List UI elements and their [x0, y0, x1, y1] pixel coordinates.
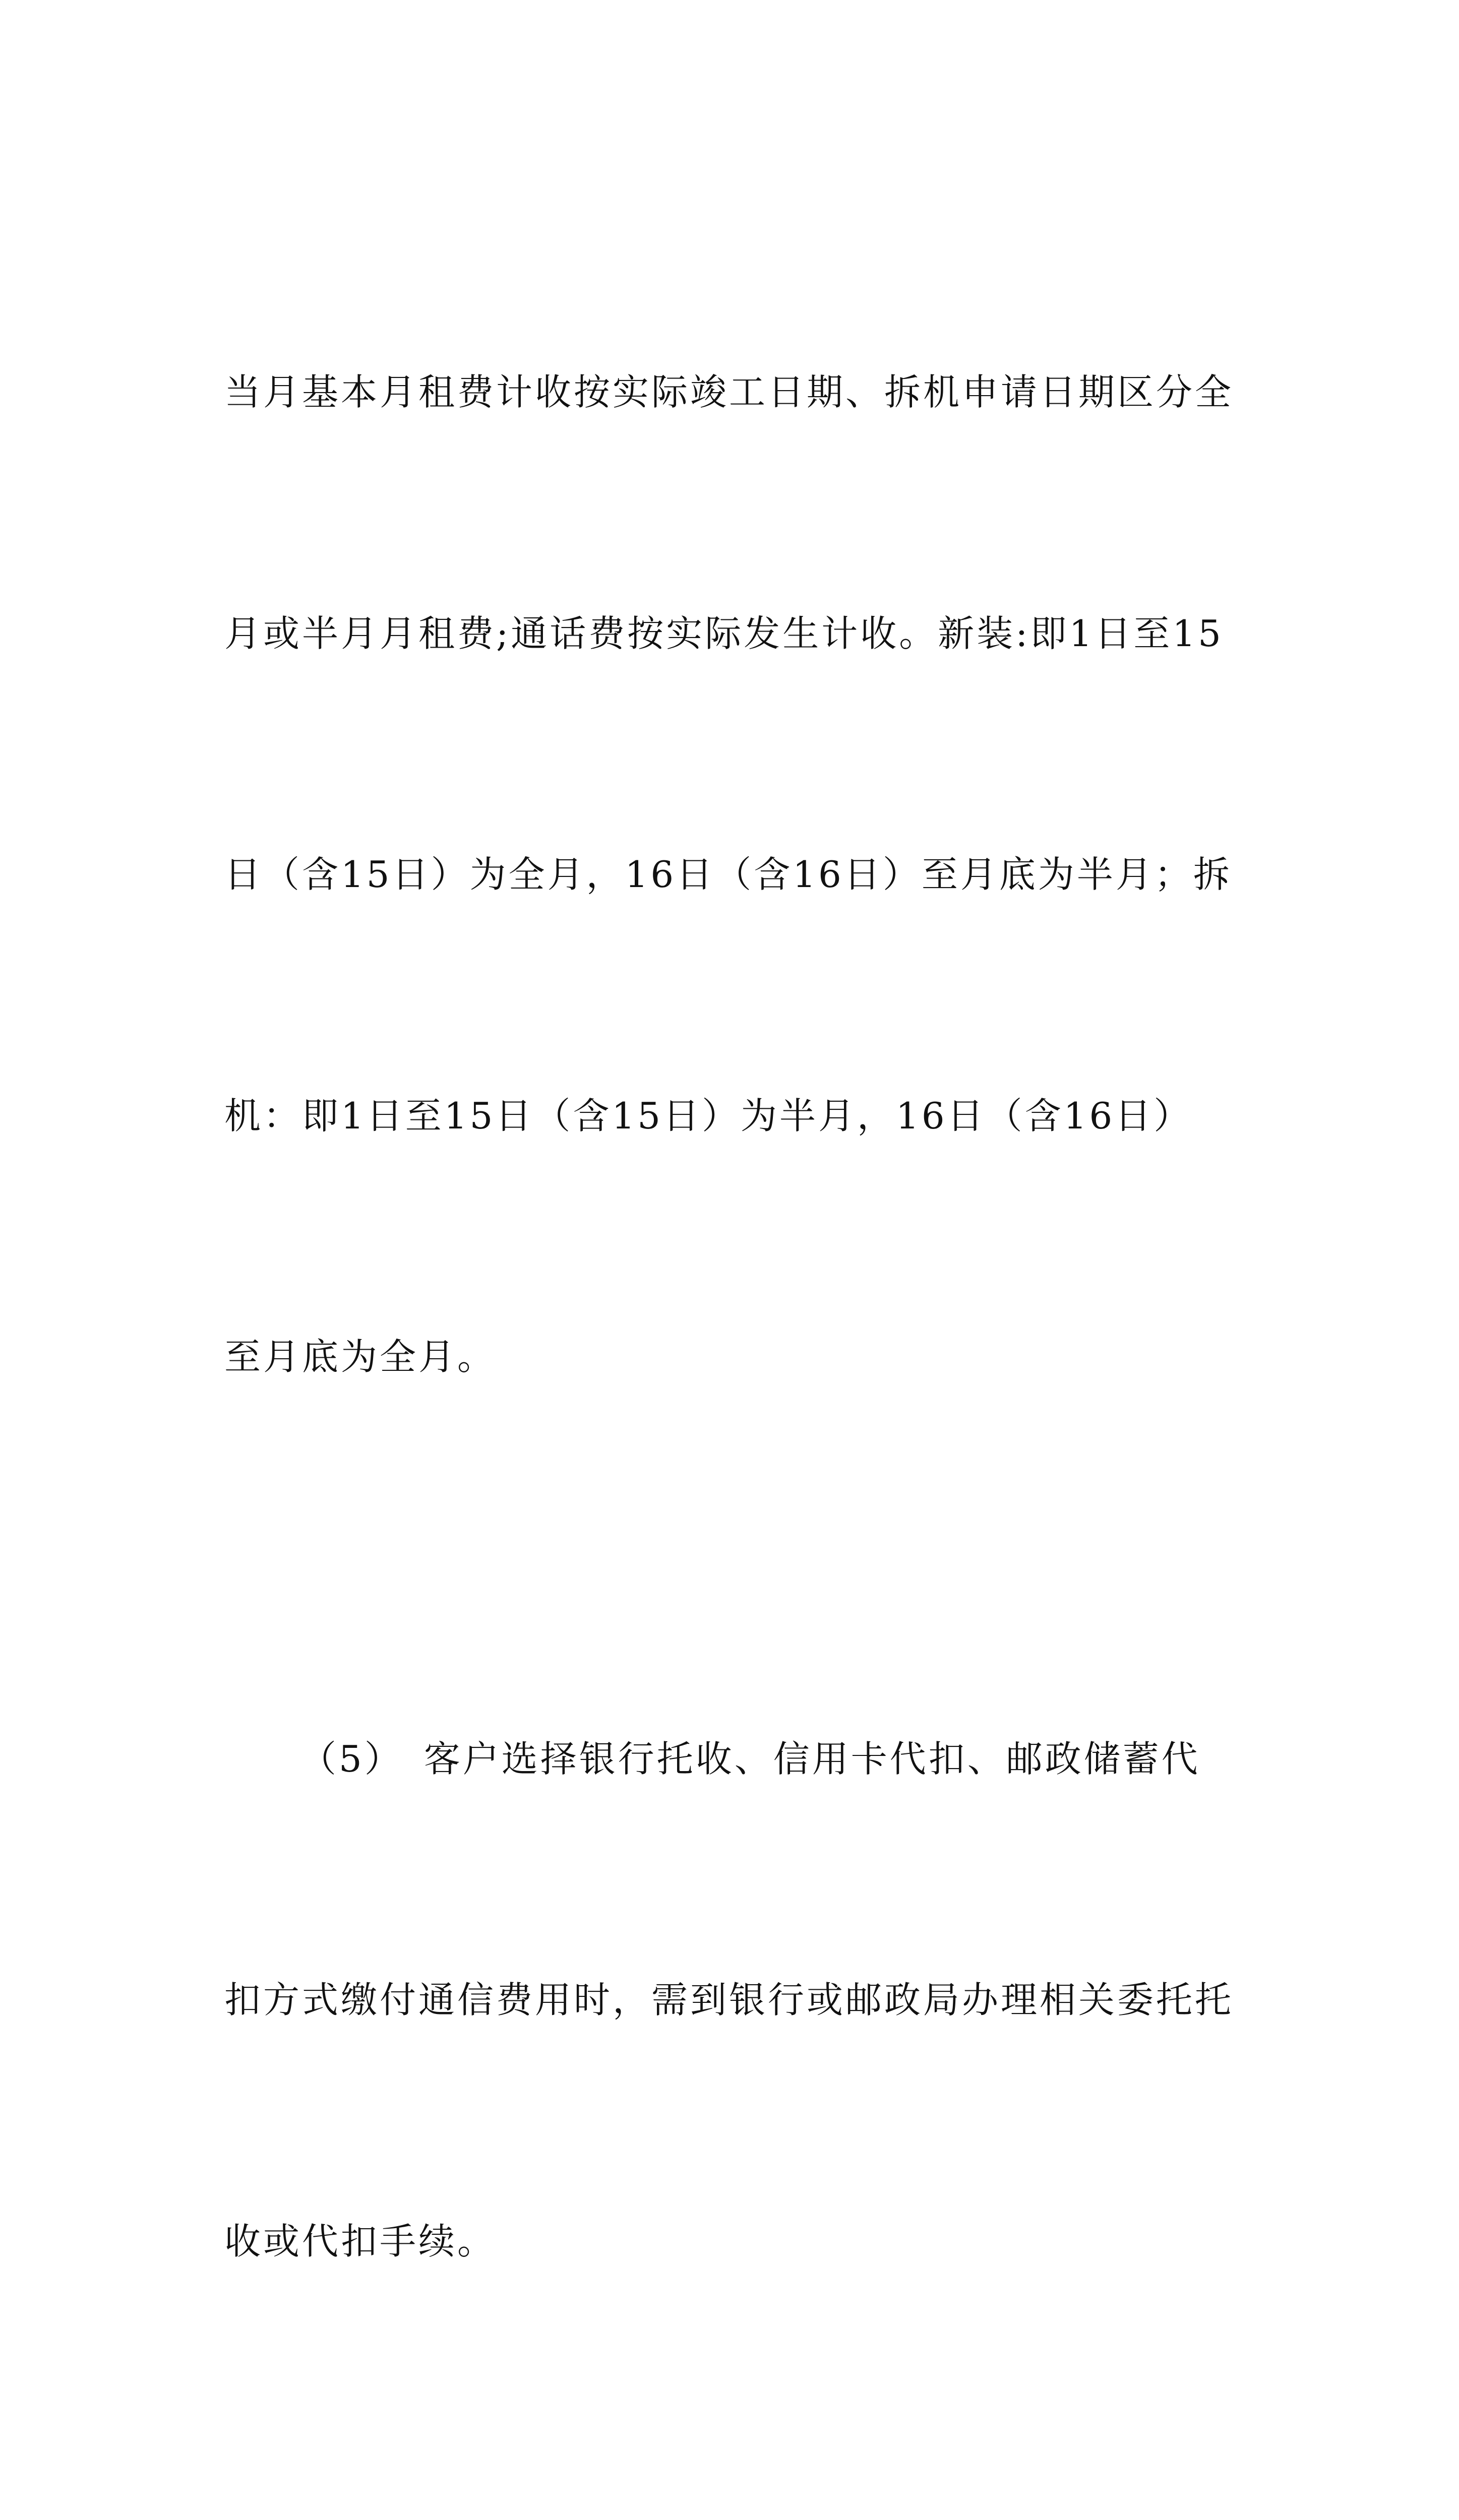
- text-line: 机：即1日至15日（含15日）为半月，16日（含16日）: [224, 1094, 1193, 1137]
- paragraph-item-5: [224, 1558, 1243, 2443]
- paragraph-item-6: [224, 2442, 1243, 2520]
- paragraph-billing-rule: [224, 192, 1243, 1558]
- text-line: 日（含15日）为全月，16日（含16日）至月底为半月；拆: [224, 853, 1232, 896]
- text-line: （5） 客户选择银行托收、信用卡代扣、邮政储蓄代: [300, 1737, 1200, 1780]
- text-line: 扣方式缴付通信费用时，需到银行或邮政局办理相关委托托: [224, 1979, 1234, 2021]
- body-text: [224, 192, 1243, 2520]
- text-line: 当月基本月租费计收按实际竣工日期、拆机申请日期区分全: [224, 371, 1234, 413]
- text-line: 至月底为全月。: [224, 1336, 497, 1378]
- text-line: 收或代扣手续。: [224, 2220, 497, 2262]
- text-line: 月或半月月租费;通话费按实际发生计收。新装:即1日至15: [224, 612, 1224, 655]
